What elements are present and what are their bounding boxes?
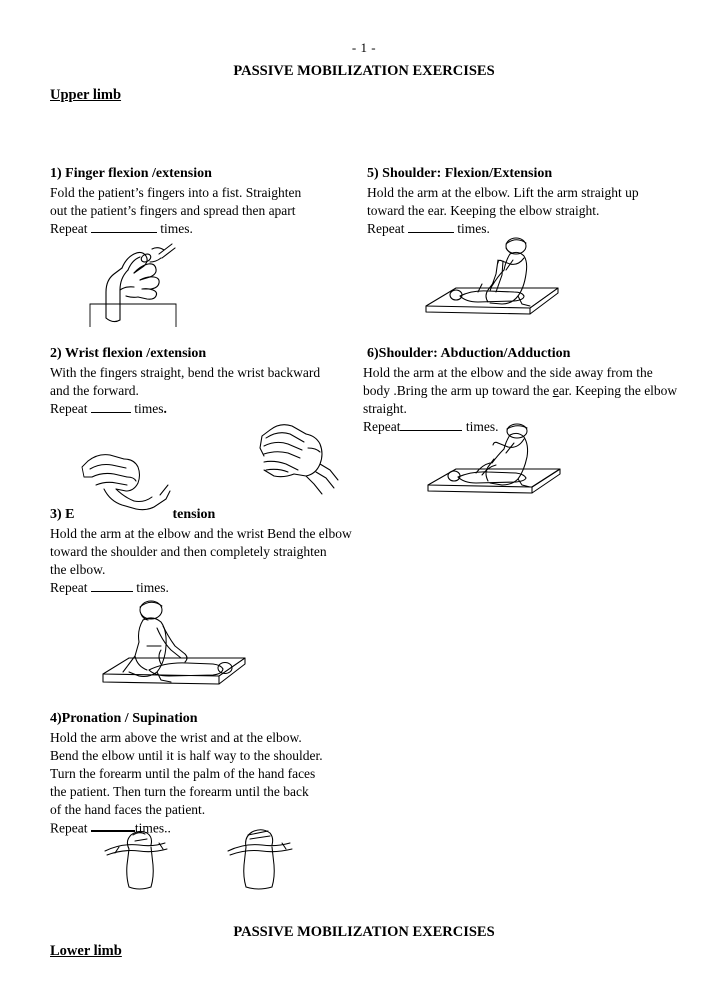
exercise-2-repeat-pre: Repeat <box>50 401 91 417</box>
exercise-2-block <box>50 345 370 418</box>
supination-figure <box>222 825 317 895</box>
exercise-4-body <box>50 729 380 837</box>
exercise-5-line-1: Hold the arm at the elbow. Lift the arm straight up <box>367 185 639 201</box>
exercise-5-block <box>367 165 687 238</box>
exercise-3-repeat-line <box>50 579 380 597</box>
exercise-2-title: 2) Wrist flexion /extension <box>50 346 207 361</box>
exercise-1-block <box>50 165 365 238</box>
exercise-3-line-3: the elbow. <box>50 562 106 578</box>
exercise-5-line-2: toward the ear. Keeping the elbow straight. <box>367 203 600 219</box>
document-page <box>0 40 728 982</box>
exercise-4-title: 4)Pronation / Supination <box>50 711 198 726</box>
shoulder-abduction-figure <box>418 423 568 503</box>
exercise-4-repeat-post: times.. <box>134 820 171 836</box>
exercise-3-blank <box>91 580 133 592</box>
exercise-6-repeat-pre: Repeat <box>363 419 401 435</box>
page-number: - 1 - <box>351 40 377 55</box>
exercise-3-title <box>50 506 380 524</box>
exercise-5-repeat-pre: Repeat <box>367 221 408 237</box>
exercise-6-line-1: Hold the arm at the elbow and the side away from the <box>363 365 653 381</box>
exercise-1-body <box>50 184 365 238</box>
exercise-2-body <box>50 364 370 418</box>
exercise-1-repeat-pre: Repeat <box>50 221 91 237</box>
exercise-1-repeat-post: times. <box>156 221 193 237</box>
exercise-6-line-2-underlined: e <box>552 383 559 399</box>
exercise-2-repeat-post: times <box>130 401 164 417</box>
exercise-3-body <box>50 525 380 597</box>
exercise-2-line-1: With the fingers straight, bend the wrist backward <box>50 365 321 381</box>
exercise-4-repeat-pre: Repeat <box>50 820 91 836</box>
exercise-4-line-2: Bend the elbow until it is half way to the shoulder. <box>50 748 323 764</box>
section-label-lower-limb: Lower limb <box>50 943 122 959</box>
exercise-6-line-2-b: ar. Keeping the elbow <box>558 383 678 399</box>
exercise-6-line-3: straight. <box>363 401 407 417</box>
exercise-6-repeat-post: times. <box>462 419 499 435</box>
exercise-2-period: . <box>163 401 167 417</box>
section-label-upper-limb: Upper limb <box>50 87 122 103</box>
exercise-4-line-4: the patient. Then turn the forearm until the back <box>50 784 309 800</box>
exercise-6-line-2-a: body .Bring the arm up toward the <box>363 383 553 399</box>
exercise-3-line-2: toward the shoulder and then completely straighten <box>50 544 327 560</box>
footer-title: PASSIVE MOBILIZATION EXERCISES <box>233 924 495 940</box>
exercise-2-blank <box>91 401 131 413</box>
exercise-6-title: 6)Shoulder: Abduction/Adduction <box>367 346 571 361</box>
exercise-5-title: 5) Shoulder: Flexion/Extension <box>367 166 553 181</box>
shoulder-flexion-figure <box>418 230 568 325</box>
elbow-flexion-figure <box>95 596 255 696</box>
exercise-4-line-1: Hold the arm above the wrist and at the elbow. <box>50 730 302 746</box>
exercise-3-line-1: Hold the arm at the elbow and the wrist Bend the elbow <box>50 526 352 542</box>
exercise-3-title-pre: 3) E <box>50 507 75 522</box>
exercise-6-line-2 <box>363 382 688 400</box>
exercise-2-repeat-line <box>50 400 370 418</box>
exercise-4-block <box>50 710 380 837</box>
page-title: PASSIVE MOBILIZATION EXERCISES <box>233 63 495 79</box>
exercise-1-line-1: Fold the patient’s fingers into a fist. Straighten <box>50 185 302 201</box>
wrist-extension-figure <box>248 418 353 498</box>
exercise-1-title: 1) Finger flexion /extension <box>50 166 212 181</box>
exercise-3-repeat-post: times. <box>132 580 169 596</box>
exercise-4-line-5: of the hand faces the patient. <box>50 802 206 817</box>
exercise-5-repeat-post: times. <box>453 221 490 237</box>
exercise-3-repeat-pre: Repeat <box>50 580 91 596</box>
exercise-2-line-2: and the forward. <box>50 383 139 399</box>
hand-fist-figure <box>76 232 191 327</box>
exercise-1-line-2: out the patient’s fingers and spread then apart <box>50 203 296 219</box>
exercise-4-line-3: Turn the forearm until the palm of the hand faces <box>50 766 316 782</box>
pronation-supination-figure <box>95 825 190 895</box>
exercise-3-title-post: tension <box>172 507 216 522</box>
exercise-3-block <box>50 506 380 597</box>
